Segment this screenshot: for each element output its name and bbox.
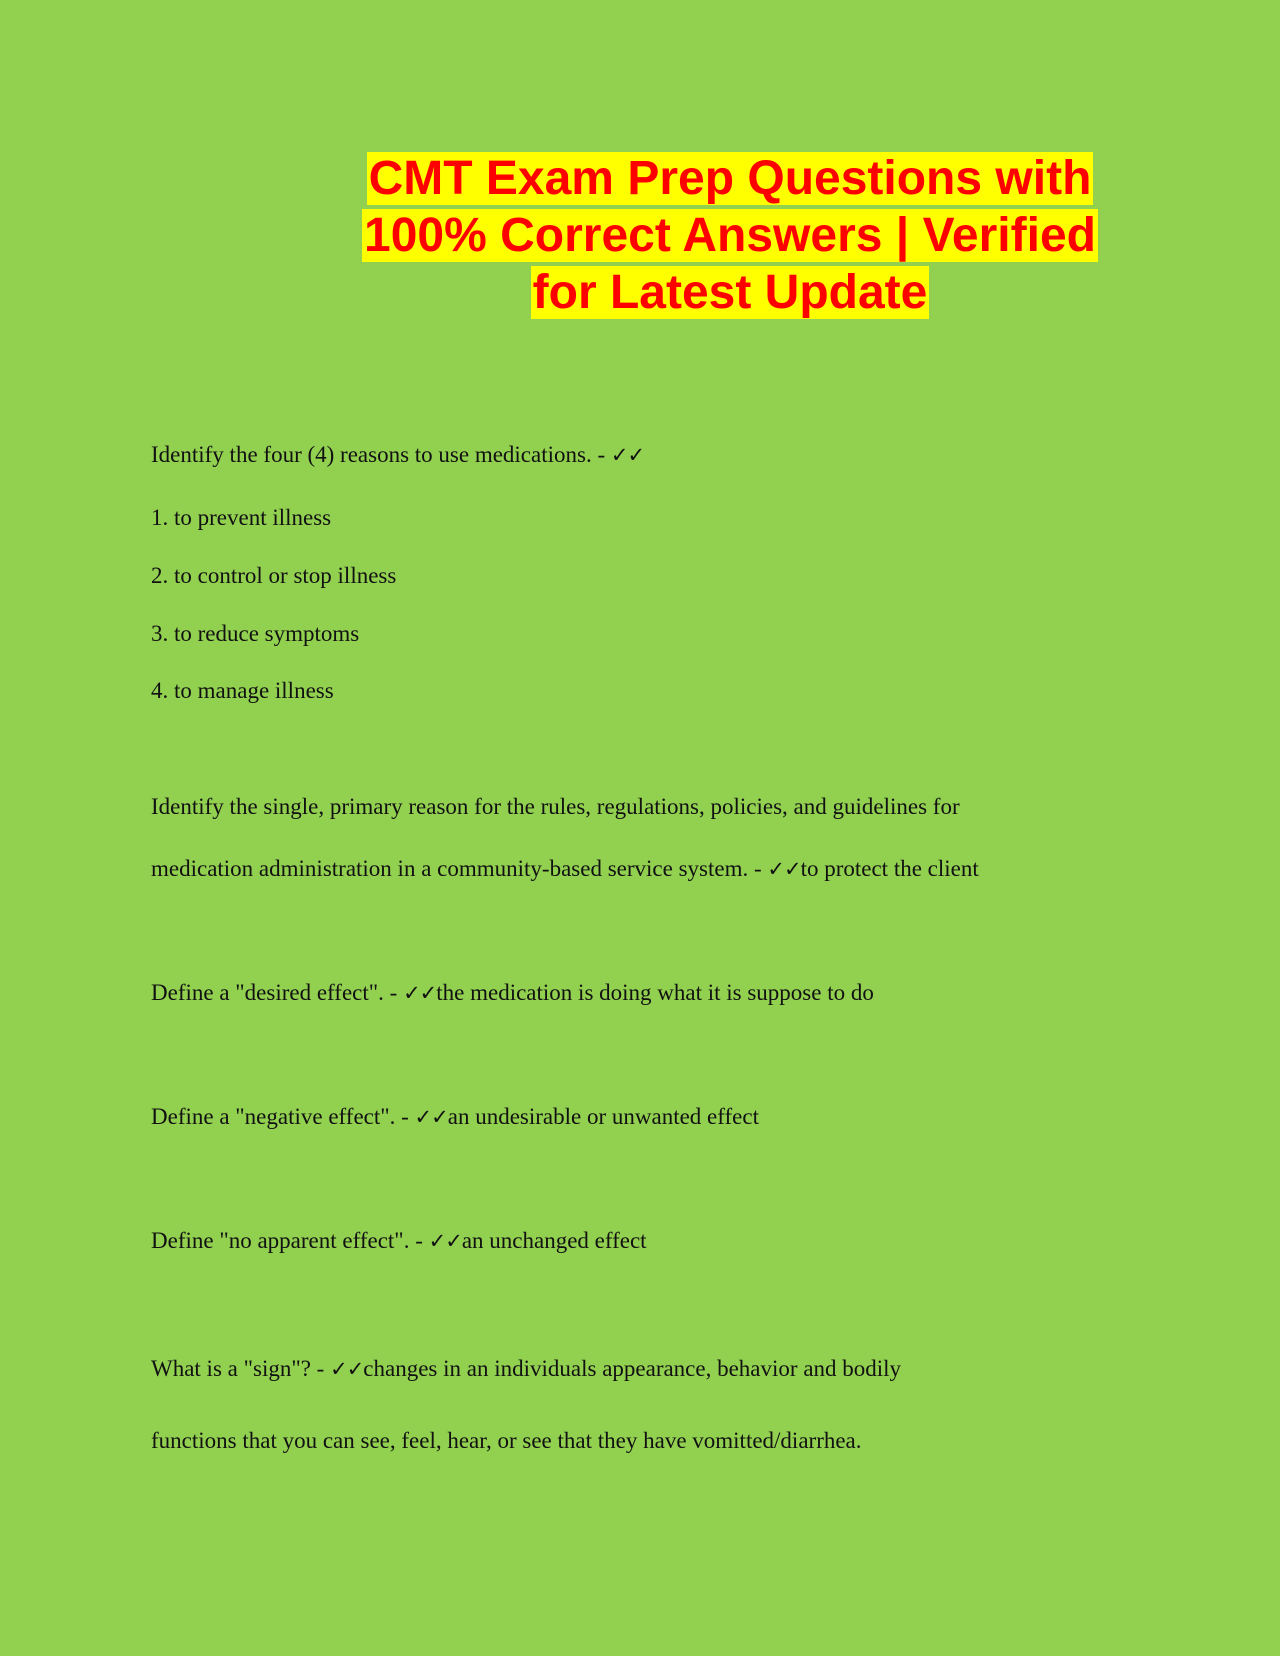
answer-text: to protect the client — [800, 856, 979, 881]
answer-text: an undesirable or unwanted effect — [447, 1104, 759, 1129]
title-line-1: CMT Exam Prep Questions with — [368, 152, 1092, 205]
question-negative-effect — [151, 1102, 759, 1132]
answer-item: 3. to reduce symptoms — [151, 621, 360, 646]
question-desired-effect — [151, 978, 874, 1008]
question-primary-reason-line-2 — [151, 854, 979, 884]
answer-text: the medication is doing what it is suppose to do — [436, 980, 874, 1005]
double-check-icon: ✓✓ — [610, 443, 645, 467]
question-text: What is a "sign"? - — [151, 1356, 331, 1381]
double-check-icon: ✓✓ — [428, 1229, 462, 1253]
answer-item: 2. to control or stop illness — [151, 563, 397, 588]
question-sign-line-2: functions that you can see, feel, hear, or see that they have vomitted/diarrhea. — [151, 1428, 862, 1453]
document-title — [340, 150, 1120, 321]
double-check-icon: ✓✓ — [414, 1105, 448, 1129]
question-primary-reason-line-1: Identify the single, primary reason for the rules, regulations, policies, and guidelines for — [151, 794, 960, 819]
answer-text: an unchanged effect — [461, 1228, 647, 1253]
double-check-icon: ✓✓ — [403, 981, 437, 1005]
question-text: Define a "negative effect". - — [151, 1104, 415, 1129]
question-no-apparent-effect — [151, 1226, 647, 1256]
answer-item: 1. to prevent illness — [151, 505, 332, 530]
question-text: medication administration in a community-based service system. - — [151, 856, 768, 881]
title-line-3: for Latest Update — [532, 266, 928, 319]
title-line-2: 100% Correct Answers | Verified — [364, 209, 1096, 262]
question-reasons-medications — [151, 440, 644, 470]
answer-item: 4. to manage illness — [151, 678, 334, 703]
double-check-icon: ✓✓ — [330, 1357, 364, 1381]
answer-text: changes in an individuals appearance, behavior and bodily — [363, 1356, 902, 1381]
question-text: Define a "desired effect". - — [151, 980, 404, 1005]
question-sign-line-1 — [151, 1354, 901, 1384]
double-check-icon: ✓✓ — [767, 857, 801, 881]
question-text: Identify the four (4) reasons to use medications. - — [151, 442, 611, 467]
question-text: Define "no apparent effect". - — [151, 1228, 429, 1253]
